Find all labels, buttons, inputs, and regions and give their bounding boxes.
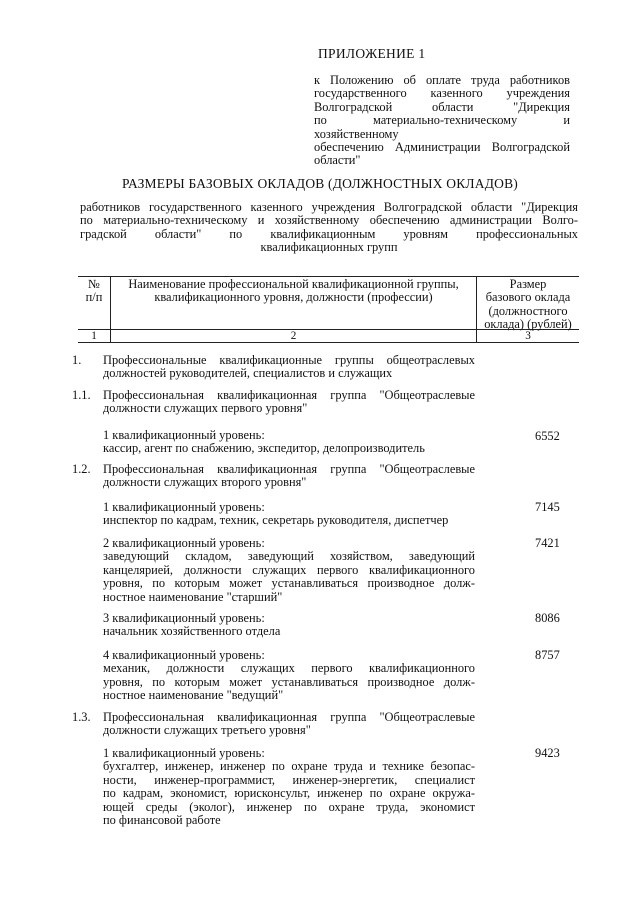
header-num-line: п/п xyxy=(85,290,103,305)
row-line: должности служащих второго уровня" xyxy=(103,475,307,490)
row-number: 1.2. xyxy=(72,462,91,476)
row-line: уровня, по которым может устанавливаться производное долж- xyxy=(103,576,475,591)
appendix-note-line: Волгоградской области "Дирекция xyxy=(314,99,570,114)
row-line: 1 квалификационный уровень: xyxy=(103,746,265,760)
row-number: 1. xyxy=(72,353,82,367)
row-text xyxy=(103,429,475,456)
row-line: Профессиональная квалификационная группа "Общеотраслевые xyxy=(103,710,475,724)
row-line: должности служащих первого уровня" xyxy=(103,401,308,416)
column-number: 2 xyxy=(290,330,297,342)
row-text xyxy=(103,463,475,490)
header-name-line: Наименование профессиональной квалификационной группы, xyxy=(128,277,459,291)
column-number: 3 xyxy=(525,330,531,342)
row-text xyxy=(103,537,475,604)
row-line: Профессиональная квалификационная группа "Общеотраслевые xyxy=(103,462,475,476)
row-line: кассир, агент по снабжению, экспедитор, делопроизводитель xyxy=(103,441,425,456)
appendix-note-line: обеспечению Администрации Волгоградской xyxy=(314,140,570,155)
row-line: 4 квалификационный уровень: xyxy=(103,648,265,662)
row-line: по кадрам, экономист, юрисконсульт, инженер по охране окружа- xyxy=(103,786,475,801)
row-text xyxy=(103,501,475,528)
header-name xyxy=(111,278,476,305)
row-salary: 8086 xyxy=(535,611,560,625)
row-line: должностей руководителей, специалистов и служащих xyxy=(103,366,393,381)
document-subtitle xyxy=(80,201,578,255)
row-line: ностное наименование "старший" xyxy=(103,589,283,604)
row-text xyxy=(103,711,475,738)
row-line: уровня, по которым может устанавливаться производное долж- xyxy=(103,674,475,689)
row-line: 1 квалификационный уровень: xyxy=(103,500,265,514)
appendix-note-line: к Положению об оплате труда работников xyxy=(314,73,570,87)
subtitle-line: квалификационных групп xyxy=(260,240,398,255)
header-salary-line: (должностного xyxy=(488,303,568,318)
row-line: бухгалтер, инженер, инженер по охране труда и технике безопас- xyxy=(103,759,475,774)
row-salary: 6552 xyxy=(535,429,560,443)
appendix-note-line: по материально-техническому и хозяйственному xyxy=(314,113,570,141)
appendix-note-line: области" xyxy=(314,153,361,168)
header-salary-line: базового оклада xyxy=(485,290,571,305)
row-salary: 8757 xyxy=(535,648,560,662)
header-salary-line: Размер xyxy=(509,277,547,291)
header-salary-line: оклада) (рублей) xyxy=(484,317,572,332)
subtitle-line: работников государственного казенного учреждения Волгоградской области "Дирекция xyxy=(80,200,578,214)
header-salary xyxy=(477,278,579,332)
appendix-note-line: государственного казенного учреждения xyxy=(314,86,570,101)
appendix-note xyxy=(314,74,570,168)
row-salary: 7421 xyxy=(535,536,560,550)
row-line: ющей среды (эколог), инженер по охране труда, экономист xyxy=(103,799,475,814)
document-title: РАЗМЕРЫ БАЗОВЫХ ОКЛАДОВ (ДОЛЖНОСТНЫХ ОКЛАДОВ) xyxy=(122,176,518,191)
table-header xyxy=(78,276,579,343)
row-line: начальник хозяйственного отдела xyxy=(103,624,281,639)
subtitle-line: по материально-техническому и хозяйственному обеспечению администрации Волго- xyxy=(80,213,578,228)
row-line: ностное наименование "ведущий" xyxy=(103,688,284,703)
header-num-line: № xyxy=(88,277,100,291)
row-salary: 7145 xyxy=(535,500,560,514)
row-line: 2 квалификационный уровень: xyxy=(103,536,265,550)
row-line: заведующий складом, заведующий хозяйством, заведующий xyxy=(103,549,475,564)
row-line: ности, инженер-программист, инженер-энергетик, специалист xyxy=(103,772,475,787)
row-line: 1 квалификационный уровень: xyxy=(103,428,265,442)
appendix-title: ПРИЛОЖЕНИЕ 1 xyxy=(318,46,426,61)
row-text xyxy=(103,649,475,703)
header-num xyxy=(78,278,110,305)
row-line: инспектор по кадрам, техник, секретарь руководителя, диспетчер xyxy=(103,513,449,528)
row-number: 1.1. xyxy=(72,388,91,402)
column-number: 1 xyxy=(91,330,97,342)
row-salary: 9423 xyxy=(535,746,560,760)
row-text xyxy=(103,612,475,639)
row-line: должности служащих третьего уровня" xyxy=(103,723,311,738)
row-line: механик, должности служащих первого квалификационного xyxy=(103,661,475,676)
subtitle-line: градской области" по квалификационным уровням профессиональных xyxy=(80,226,578,241)
row-line: 3 квалификационный уровень: xyxy=(103,611,265,625)
row-text xyxy=(103,389,475,416)
row-line: Профессиональные квалификационные группы общеотраслевых xyxy=(103,353,475,367)
row-line: канцелярией, должности служащих первого квалификационного xyxy=(103,562,475,577)
row-text xyxy=(103,747,475,827)
row-text xyxy=(103,354,475,381)
row-line: Профессиональная квалификационная группа "Общеотраслевые xyxy=(103,388,475,402)
row-number: 1.3. xyxy=(72,710,91,724)
header-name-line: квалификационного уровня, должности (профессии) xyxy=(154,290,433,305)
row-line: по финансовой работе xyxy=(103,813,221,828)
